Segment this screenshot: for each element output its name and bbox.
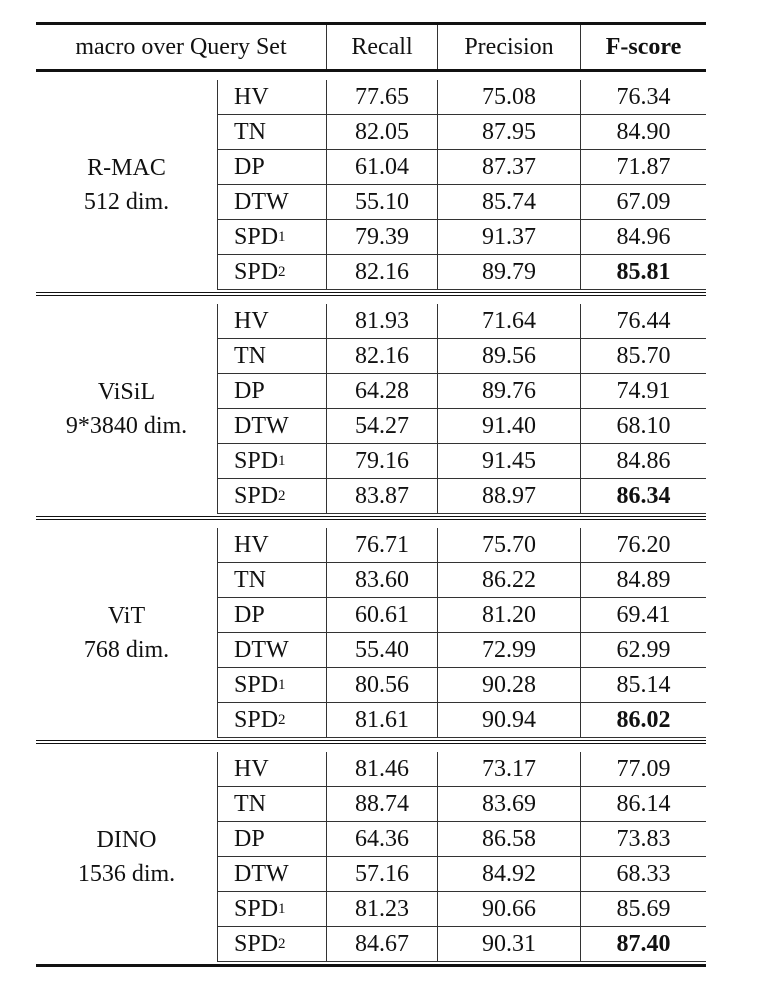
recall-cell: 77.65	[326, 80, 437, 114]
recall-cell: 64.28	[326, 374, 437, 408]
model-name: ViT	[107, 603, 146, 629]
recall-cell: 82.16	[326, 339, 437, 373]
recall-cell: 55.10	[326, 185, 437, 219]
method-rows	[217, 80, 706, 290]
fscore-cell: 84.86	[580, 444, 706, 478]
method-name: SPD	[234, 223, 279, 250]
fscore-cell: 85.81	[580, 255, 706, 289]
model-name: DINO	[96, 827, 157, 853]
precision-cell: 90.28	[437, 668, 580, 702]
method-cell	[217, 787, 326, 821]
header-precision: Precision	[437, 25, 580, 69]
precision-cell: 84.92	[437, 857, 580, 891]
method-name: DTW	[234, 188, 289, 215]
method-rows	[217, 528, 706, 738]
method-subscript: 2	[278, 935, 286, 952]
method-name: DP	[234, 601, 265, 628]
results-table	[36, 22, 706, 967]
method-subscript: 1	[278, 452, 286, 469]
model-label	[36, 304, 217, 514]
table-row	[217, 598, 706, 633]
fscore-cell: 86.34	[580, 479, 706, 513]
table-row	[217, 927, 706, 962]
recall-cell: 61.04	[326, 150, 437, 184]
table-row	[217, 563, 706, 598]
method-cell	[217, 528, 326, 562]
method-name: DP	[234, 377, 265, 404]
fscore-cell: 85.70	[580, 339, 706, 373]
fscore-cell: 77.09	[580, 752, 706, 786]
table-row	[217, 857, 706, 892]
table-row	[217, 409, 706, 444]
model-block	[36, 296, 706, 520]
method-subscript: 1	[278, 676, 286, 693]
table-row	[217, 115, 706, 150]
table-row	[217, 185, 706, 220]
method-name: HV	[234, 83, 269, 110]
fscore-cell: 76.20	[580, 528, 706, 562]
table-header	[36, 25, 706, 72]
model-name: R-MAC	[87, 155, 166, 181]
table-row	[217, 150, 706, 185]
table-row	[217, 220, 706, 255]
precision-cell: 90.31	[437, 927, 580, 961]
method-name: DTW	[234, 412, 289, 439]
fscore-cell: 84.89	[580, 563, 706, 597]
model-dim: 9*3840 dim.	[65, 413, 188, 439]
fscore-cell: 68.33	[580, 857, 706, 891]
method-name: DP	[234, 825, 265, 852]
method-name: DTW	[234, 860, 289, 887]
table-row	[217, 787, 706, 822]
method-cell	[217, 115, 326, 149]
table-row	[217, 444, 706, 479]
method-cell	[217, 339, 326, 373]
fscore-cell: 68.10	[580, 409, 706, 443]
precision-cell: 86.58	[437, 822, 580, 856]
fscore-cell: 67.09	[580, 185, 706, 219]
method-rows	[217, 752, 706, 962]
recall-cell: 83.60	[326, 563, 437, 597]
fscore-cell: 84.90	[580, 115, 706, 149]
precision-cell: 91.37	[437, 220, 580, 254]
method-name: SPD	[234, 895, 279, 922]
recall-cell: 81.93	[326, 304, 437, 338]
fscore-cell: 73.83	[580, 822, 706, 856]
header-recall: Recall	[326, 25, 437, 69]
method-cell	[217, 374, 326, 408]
recall-cell: 81.61	[326, 703, 437, 737]
fscore-cell: 85.69	[580, 892, 706, 926]
precision-cell: 90.94	[437, 703, 580, 737]
method-cell	[217, 563, 326, 597]
method-cell	[217, 822, 326, 856]
table-row	[217, 633, 706, 668]
fscore-cell: 71.87	[580, 150, 706, 184]
precision-cell: 72.99	[437, 633, 580, 667]
model-name: ViSiL	[97, 379, 156, 405]
recall-cell: 79.39	[326, 220, 437, 254]
model-label	[36, 80, 217, 290]
precision-cell: 91.45	[437, 444, 580, 478]
recall-cell: 64.36	[326, 822, 437, 856]
fscore-cell: 85.14	[580, 668, 706, 702]
method-name: HV	[234, 531, 269, 558]
recall-cell: 76.71	[326, 528, 437, 562]
method-name: TN	[234, 790, 266, 817]
precision-cell: 87.95	[437, 115, 580, 149]
precision-cell: 89.76	[437, 374, 580, 408]
method-cell	[217, 479, 326, 513]
recall-cell: 83.87	[326, 479, 437, 513]
precision-cell: 71.64	[437, 304, 580, 338]
precision-cell: 86.22	[437, 563, 580, 597]
precision-cell: 75.70	[437, 528, 580, 562]
method-subscript: 1	[278, 900, 286, 917]
precision-cell: 75.08	[437, 80, 580, 114]
method-cell	[217, 633, 326, 667]
model-block	[36, 520, 706, 744]
precision-cell: 89.56	[437, 339, 580, 373]
fscore-cell: 69.41	[580, 598, 706, 632]
method-name: HV	[234, 307, 269, 334]
method-name: SPD	[234, 447, 279, 474]
method-name: SPD	[234, 671, 279, 698]
method-cell	[217, 857, 326, 891]
fscore-cell: 76.34	[580, 80, 706, 114]
fscore-cell: 62.99	[580, 633, 706, 667]
recall-cell: 79.16	[326, 444, 437, 478]
method-subscript: 1	[278, 228, 286, 245]
method-cell	[217, 80, 326, 114]
model-dim: 1536 dim.	[77, 861, 176, 887]
method-cell	[217, 752, 326, 786]
method-cell	[217, 255, 326, 289]
model-label	[36, 528, 217, 738]
method-cell	[217, 409, 326, 443]
method-name: TN	[234, 118, 266, 145]
precision-cell: 73.17	[437, 752, 580, 786]
precision-cell: 88.97	[437, 479, 580, 513]
precision-cell: 91.40	[437, 409, 580, 443]
fscore-cell: 86.14	[580, 787, 706, 821]
table-body	[36, 72, 706, 967]
header-group: macro over Query Set	[75, 33, 287, 60]
model-dim: 768 dim.	[83, 637, 170, 663]
method-name: SPD	[234, 258, 279, 285]
recall-cell: 88.74	[326, 787, 437, 821]
method-name: HV	[234, 755, 269, 782]
recall-cell: 60.61	[326, 598, 437, 632]
model-dim: 512 dim.	[83, 189, 170, 215]
header-fscore: F-score	[580, 25, 706, 69]
recall-cell: 81.46	[326, 752, 437, 786]
table-row	[217, 255, 706, 290]
table-row	[217, 528, 706, 563]
precision-cell: 89.79	[437, 255, 580, 289]
precision-cell: 81.20	[437, 598, 580, 632]
method-cell	[217, 668, 326, 702]
method-name: DTW	[234, 636, 289, 663]
recall-cell: 81.23	[326, 892, 437, 926]
method-cell	[217, 220, 326, 254]
recall-cell: 55.40	[326, 633, 437, 667]
method-cell	[217, 598, 326, 632]
method-subscript: 2	[278, 263, 286, 280]
method-cell	[217, 185, 326, 219]
table-row	[217, 822, 706, 857]
method-name: SPD	[234, 482, 279, 509]
recall-cell: 57.16	[326, 857, 437, 891]
method-cell	[217, 150, 326, 184]
method-name: DP	[234, 153, 265, 180]
fscore-cell: 84.96	[580, 220, 706, 254]
model-label	[36, 752, 217, 962]
method-subscript: 2	[278, 711, 286, 728]
table-row	[217, 339, 706, 374]
recall-cell: 82.05	[326, 115, 437, 149]
recall-cell: 84.67	[326, 927, 437, 961]
method-rows	[217, 304, 706, 514]
table-row	[217, 752, 706, 787]
method-name: SPD	[234, 706, 279, 733]
table-row	[217, 304, 706, 339]
method-cell	[217, 703, 326, 737]
fscore-cell: 87.40	[580, 927, 706, 961]
table-row	[217, 892, 706, 927]
precision-cell: 85.74	[437, 185, 580, 219]
precision-cell: 90.66	[437, 892, 580, 926]
fscore-cell: 74.91	[580, 374, 706, 408]
method-cell	[217, 927, 326, 961]
precision-cell: 87.37	[437, 150, 580, 184]
method-name: SPD	[234, 930, 279, 957]
fscore-cell: 86.02	[580, 703, 706, 737]
table-row	[217, 479, 706, 514]
method-cell	[217, 444, 326, 478]
table-row	[217, 374, 706, 409]
model-block	[36, 72, 706, 296]
method-cell	[217, 304, 326, 338]
method-name: TN	[234, 342, 266, 369]
method-subscript: 2	[278, 487, 286, 504]
table-row	[217, 80, 706, 115]
method-cell	[217, 892, 326, 926]
table-row	[217, 668, 706, 703]
table-row	[217, 703, 706, 738]
model-block	[36, 744, 706, 967]
recall-cell: 54.27	[326, 409, 437, 443]
fscore-cell: 76.44	[580, 304, 706, 338]
precision-cell: 83.69	[437, 787, 580, 821]
recall-cell: 82.16	[326, 255, 437, 289]
recall-cell: 80.56	[326, 668, 437, 702]
method-name: TN	[234, 566, 266, 593]
